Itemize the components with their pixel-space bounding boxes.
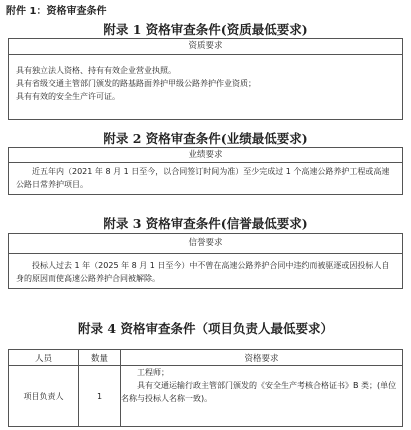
attachment-label: 附件 1：资格审查条件 bbox=[6, 6, 107, 17]
header-person: 人员 bbox=[9, 350, 79, 366]
performance-box-header: 业绩要求 bbox=[9, 148, 402, 163]
qualification-box-body bbox=[9, 55, 402, 103]
manager-requirement-table bbox=[8, 349, 403, 427]
qualification-box bbox=[8, 38, 403, 120]
section-4-title: 附录 4 资格审查条件（项目负责人最低要求） bbox=[78, 321, 333, 336]
qualification-box-header: 资质要求 bbox=[9, 39, 402, 55]
credit-text: 投标人过去 1 年（2025 年 8 月 1 日至今）中不曾在高速公路养护合同中违约而被驱逐或因投标人自身的原因而使高速公路养护合同被解除。 bbox=[16, 261, 390, 283]
performance-box-body bbox=[9, 163, 402, 191]
section-3-title: 附录 3 资格审查条件(信誉最低要求) bbox=[103, 216, 308, 231]
qualification-line: 具有独立法人资格、持有有效企业营业执照。 bbox=[16, 66, 176, 75]
qualification-line: 具有有效的安全生产许可证。 bbox=[16, 92, 120, 101]
credit-box bbox=[8, 233, 403, 289]
cell-count: 1 bbox=[79, 366, 121, 427]
table-row bbox=[9, 366, 403, 427]
section-1-title: 附录 1 资格审查条件(资质最低要求) bbox=[103, 22, 308, 37]
header-count: 数量 bbox=[79, 350, 121, 366]
cell-requirement bbox=[121, 366, 403, 427]
credit-box-body bbox=[9, 254, 402, 285]
requirement-line: 具有交通运输行政主管部门颁发的《安全生产考核合格证书》B 类；(单位名称与投标人名称一致)。 bbox=[121, 381, 397, 403]
section-2-title: 附录 2 资格审查条件(业绩最低要求) bbox=[103, 131, 308, 146]
cell-person: 项目负责人 bbox=[9, 366, 79, 427]
credit-box-header: 信誉要求 bbox=[9, 234, 402, 254]
performance-box bbox=[8, 147, 403, 195]
header-requirement: 资格要求 bbox=[121, 350, 403, 366]
qualification-line: 具有省级交通主管部门颁发的路基路面养护甲级公路养护作业资质； bbox=[16, 79, 256, 88]
table-header-row bbox=[9, 350, 403, 366]
requirement-line: 工程师； bbox=[137, 368, 169, 377]
performance-text: 近五年内（2021 年 8 月 1 日至今，以合同签订时间为准）至少完成过 1 个高速公路养护工程或高速公路日常养护项目。 bbox=[16, 167, 390, 189]
